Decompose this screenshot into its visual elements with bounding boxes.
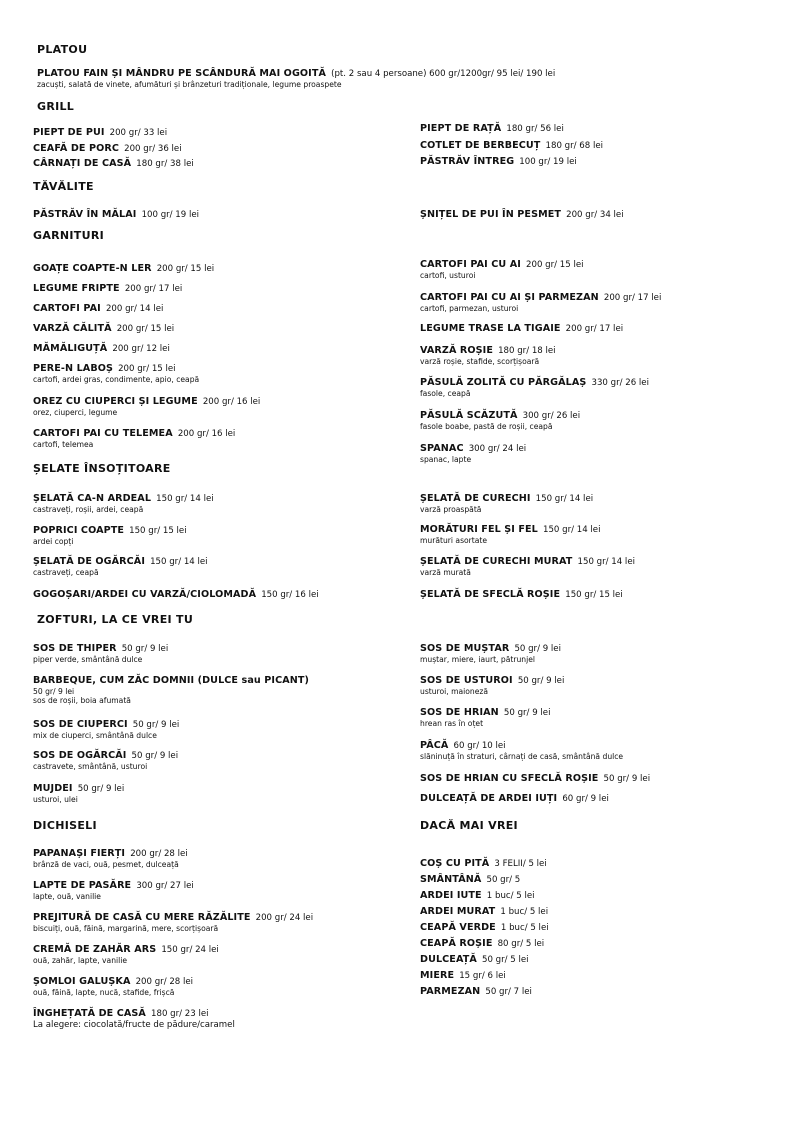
item-price: 200 gr/ 14 lei — [105, 304, 164, 314]
item-price: 200 gr/ 24 lei — [255, 913, 314, 923]
item-name: BARBEQUE, CUM ZĂC DOMNII (DULCE sau PICANT) — [33, 675, 309, 686]
item-price: 50 gr/ 7 lei — [485, 987, 532, 997]
menu-item — [420, 766, 650, 785]
item-name: ȘNIȚEL DE PUI ÎN PESMET — [420, 209, 562, 220]
menu-item — [420, 370, 649, 398]
item-price: 15 gr/ 6 lei — [459, 971, 506, 981]
item-name: ȘELATĂ DE SFECLĂ ROȘIE — [420, 589, 561, 600]
item-price: 60 gr/ 9 lei — [562, 794, 609, 804]
item-price: 150 gr/ 14 lei — [156, 494, 214, 504]
item-desc: sos de roșii, boia afumată — [33, 696, 131, 705]
item-name: GOAȚE COAPTE-N LER — [33, 263, 152, 274]
item-desc: brânză de vaci, ouă, pesmet, dulceață — [33, 860, 179, 869]
item-price: 50 gr/ 9 lei — [131, 751, 179, 761]
item-price: 50 gr/ 9 lei — [121, 644, 169, 654]
item-name: SOS DE THIPER — [33, 643, 117, 654]
item-name: GOGOȘARI/ARDEI CU VARZĂ/CIOLOMADĂ — [33, 589, 257, 600]
item-name: MĂMĂLIGUȚĂ — [33, 343, 108, 354]
item-price: 50 gr/ 5 lei — [482, 955, 529, 965]
item-desc: cartofi, parmezan, usturoi — [420, 304, 519, 313]
section-title-tavalite: TĂVĂLITE — [33, 180, 94, 193]
item-price: 150 gr/ 14 lei — [535, 494, 594, 504]
item-name: MIERE — [420, 970, 455, 981]
item-desc: usturoi, maioneză — [420, 687, 489, 696]
item-price: 80 gr/ 5 lei — [497, 939, 545, 949]
item-name: SOS DE OGĂRCĂI — [33, 750, 127, 761]
item-name: SOS DE CIUPERCI — [33, 719, 128, 730]
menu-item — [33, 389, 260, 417]
item-name: LEGUME FRIPTE — [33, 283, 120, 294]
menu-item — [420, 549, 635, 577]
menu-item — [420, 149, 577, 168]
menu-item — [33, 518, 187, 546]
menu-item — [420, 436, 526, 464]
item-price: 150 gr/ 14 lei — [150, 557, 208, 567]
item-price: 150 gr/ 14 lei — [543, 525, 601, 535]
item-name: LEGUME TRASE LA TIGAIE — [420, 323, 561, 334]
menu-item — [33, 776, 124, 804]
item-price: 200 gr/ 17 lei — [124, 284, 183, 294]
item-name: PĂSTRĂV ÎNTREG — [420, 156, 515, 167]
item-desc: castraveți, ceapă — [33, 568, 99, 577]
menu-item — [33, 668, 309, 705]
item-price: 330 gr/ 26 lei — [591, 378, 649, 388]
item-name: ȘELATĂ DE CURECHI MURAT — [420, 556, 573, 567]
item-name: CREMĂ DE ZAHĂR ARS — [33, 944, 157, 955]
menu-item — [420, 316, 623, 335]
section-title-dichiseli: DICHISELI — [33, 819, 97, 832]
item-desc: mix de ciuperci, smântână dulce — [33, 731, 157, 740]
item-name: SOS DE HRIAN CU SFECLĂ ROȘIE — [420, 773, 599, 784]
item-price: 50 gr/ 9 lei — [603, 774, 651, 784]
item-price: 150 gr/ 14 lei — [577, 557, 635, 567]
item-desc: fasole boabe, pastă de roșii, ceapă — [420, 422, 553, 431]
item-name: PĂSTRĂV ÎN MĂLAI — [33, 209, 137, 220]
item-name: CÂRNAȚI DE CASĂ — [33, 158, 132, 169]
item-price: 150 gr/ 15 lei — [129, 526, 187, 536]
item-name: PĂSULĂ SCĂZUTĂ — [420, 410, 518, 421]
section-title-platou: PLATOU — [37, 43, 88, 56]
item-name: ȘELATĂ DE OGĂRCĂI — [33, 556, 145, 567]
item-desc: castraveți, roșii, ardei, ceapă — [33, 505, 144, 514]
section-title-garnituri: GARNITURI — [33, 229, 105, 242]
item-price: 200 gr/ 34 lei — [566, 210, 624, 220]
item-price: 180 gr/ 18 lei — [498, 346, 556, 356]
item-name: VARZĂ ROȘIE — [420, 345, 493, 356]
item-name: LAPTE DE PASĂRE — [33, 880, 132, 891]
item-desc: varză proaspătă — [420, 505, 482, 514]
item-name: DULCEAȚĂ DE ARDEI IUȚI — [420, 793, 558, 804]
item-desc: piper verde, smântână dulce — [33, 655, 143, 664]
item-desc: castravete, smântână, usturoi — [33, 762, 148, 771]
menu-item — [33, 336, 170, 355]
item-name: ȘELATĂ DE CURECHI — [420, 493, 531, 504]
menu-item — [420, 786, 609, 805]
item-name: CARTOFI PAI CU AI — [420, 259, 521, 270]
item-price: 150 gr/ 15 lei — [565, 590, 623, 600]
item-name: COTLET DE BERBECUȚ — [420, 140, 541, 151]
item-price: 180 gr/ 68 lei — [545, 141, 604, 151]
menu-item — [420, 668, 564, 696]
item-desc: ardei copți — [33, 537, 74, 546]
menu-item — [33, 486, 214, 514]
item-desc: ouă, zahăr, lapte, vanilie — [33, 956, 128, 965]
item-desc: spanac, lapte — [420, 455, 472, 464]
item-price: 50 gr/ 9 lei — [517, 676, 565, 686]
item-price: (pt. 2 sau 4 persoane) 600 gr/1200gr/ 95 lei/ 190 lei — [331, 69, 556, 79]
item-desc: cartofi, usturoi — [420, 271, 476, 280]
item-price: 100 gr/ 19 lei — [141, 210, 200, 220]
item-price: 300 gr/ 24 lei — [468, 444, 527, 454]
menu-item — [420, 517, 600, 545]
menu-item — [420, 636, 561, 664]
menu-item — [420, 733, 623, 761]
item-price: 50 gr/ 5 — [486, 875, 521, 885]
item-name: COȘ CU PITĂ — [420, 858, 490, 869]
item-name: PIEPT DE PUI — [33, 127, 105, 138]
item-name: OREZ CU CIUPERCI ȘI LEGUME — [33, 396, 198, 407]
menu-item-platou — [37, 61, 555, 89]
item-name: CARTOFI PAI — [33, 303, 101, 314]
item-name: PIEPT DE RAȚĂ — [420, 123, 502, 134]
menu-item — [33, 1001, 235, 1031]
item-name: SOS DE USTUROI — [420, 675, 513, 686]
item-price: 1 buc/ 5 lei — [500, 923, 549, 933]
section-title-zofturi: ZOFTURI, LA CE VREI TU — [37, 613, 194, 626]
item-price: 50 gr/ 9 lei — [514, 644, 561, 654]
item-name: PAPANAȘI FIERȚI — [33, 848, 126, 859]
item-price: 200 gr/ 16 lei — [177, 429, 236, 439]
menu-item — [420, 285, 661, 313]
item-desc: murături asortate — [420, 536, 488, 545]
menu-item — [33, 969, 193, 997]
menu-item — [33, 276, 182, 295]
item-name: DULCEAȚĂ — [420, 954, 477, 965]
item-price: 1 buc/ 5 lei — [486, 891, 535, 901]
section-title-extra: DACĂ MAI VREI — [420, 819, 518, 832]
menu-item — [420, 202, 624, 221]
item-name: MUJDEI — [33, 783, 73, 794]
item-desc: La alegere: ciocolată/fructe de pădure/caramel — [33, 1020, 235, 1030]
item-price: 200 gr/ 15 lei — [116, 324, 175, 334]
item-desc: lapte, ouă, vanilie — [33, 892, 101, 901]
item-price: 50 gr/ 9 lei — [503, 708, 551, 718]
item-name: VARZĂ CĂLITĂ — [33, 323, 112, 334]
menu-item — [33, 636, 168, 664]
item-desc: muștar, miere, iaurt, pătrunjel — [420, 655, 535, 664]
item-desc: cartofi, telemea — [33, 440, 94, 449]
item-price: 200 gr/ 33 lei — [109, 128, 168, 138]
menu-item — [420, 403, 580, 431]
item-name: MORĂTURI FEL ȘI FEL — [420, 524, 538, 535]
section-title-selate: ȘELATE ÎNSOȚITOARE — [33, 462, 171, 475]
item-price: 50 gr/ 9 lei — [33, 687, 75, 696]
item-price: 300 gr/ 26 lei — [522, 411, 581, 421]
item-name: ÎNGHEȚATĂ DE CASĂ — [33, 1008, 146, 1019]
item-price: 200 gr/ 17 lei — [565, 324, 624, 334]
item-price: 60 gr/ 10 lei — [453, 741, 506, 751]
menu-item — [33, 151, 194, 170]
menu-item — [33, 582, 319, 601]
item-desc: orez, ciuperci, legume — [33, 408, 118, 417]
menu-item — [420, 582, 623, 601]
item-price: 200 gr/ 17 lei — [603, 293, 662, 303]
item-desc: cartofi, ardei gras, condimente, apio, ceapă — [33, 375, 200, 384]
item-price: 1 buc/ 5 lei — [500, 907, 549, 917]
item-price: 3 FELII/ 5 lei — [494, 859, 547, 869]
item-name: CEAPĂ ROȘIE — [420, 938, 493, 949]
menu-item — [33, 549, 208, 577]
item-desc: varză roșie, stafide, scorțișoară — [420, 357, 540, 366]
item-price: 100 gr/ 19 lei — [519, 157, 577, 167]
item-price: 50 gr/ 9 lei — [77, 784, 125, 794]
item-price: 200 gr/ 36 lei — [124, 144, 182, 154]
item-name: SMÂNTÂNĂ — [420, 874, 482, 885]
menu-item — [33, 841, 188, 869]
item-name: SPANAC — [420, 443, 464, 454]
item-price: 150 gr/ 24 lei — [161, 945, 219, 955]
menu-item — [33, 712, 179, 740]
item-price: 200 gr/ 28 lei — [135, 977, 194, 987]
item-name: ARDEI IUTE — [420, 890, 482, 901]
item-name: SOS DE MUȘTAR — [420, 643, 510, 654]
menu-item — [420, 979, 532, 998]
item-price: 200 gr/ 12 lei — [112, 344, 170, 354]
section-title-grill: GRILL — [37, 100, 75, 113]
item-price: 200 gr/ 15 lei — [526, 260, 584, 270]
item-name: PARMEZAN — [420, 986, 481, 997]
item-name: CARTOFI PAI CU AI ȘI PARMEZAN — [420, 292, 599, 303]
item-name: PĂSULĂ ZOLITĂ CU PĂRGĂLAȘ — [420, 377, 587, 388]
item-name: PREJITURĂ DE CASĂ CU MERE RĂZĂLITE — [33, 912, 251, 923]
menu-item — [33, 296, 163, 315]
item-name: ȘELATĂ CA-N ARDEAL — [33, 493, 152, 504]
item-price: 200 gr/ 16 lei — [202, 397, 261, 407]
menu-item — [33, 421, 235, 449]
menu-item — [420, 700, 550, 728]
item-desc: fasole, ceapă — [420, 389, 471, 398]
item-name: ȘOMLOI GALUȘKA — [33, 976, 131, 987]
item-price: 300 gr/ 27 lei — [136, 881, 194, 891]
item-name: CARTOFI PAI CU TELEMEA — [33, 428, 173, 439]
menu-item — [33, 743, 178, 771]
menu-item — [420, 338, 556, 366]
item-price: 180 gr/ 23 lei — [151, 1009, 209, 1019]
item-name: PÂCĂ — [420, 740, 449, 751]
item-price: 200 gr/ 28 lei — [130, 849, 188, 859]
item-price: 180 gr/ 56 lei — [506, 124, 564, 134]
menu-item — [33, 316, 174, 335]
item-name: ARDEI MURAT — [420, 906, 496, 917]
menu-item — [33, 356, 199, 384]
item-price: 200 gr/ 15 lei — [156, 264, 215, 274]
menu-item — [33, 873, 194, 901]
item-desc: usturoi, ulei — [33, 795, 78, 804]
item-desc: biscuiți, ouă, făină, margarină, mere, scorțișoară — [33, 924, 219, 933]
menu-item — [33, 937, 219, 965]
item-name: SOS DE HRIAN — [420, 707, 499, 718]
item-name: PLATOU FAIN ȘI MÂNDRU PE SCÂNDURĂ MAI OGOITĂ — [37, 68, 327, 79]
menu-item — [33, 256, 214, 275]
item-name: CEAPĂ VERDE — [420, 922, 496, 933]
item-name: PERE-N LABOȘ — [33, 363, 113, 374]
item-price: 180 gr/ 38 lei — [136, 159, 194, 169]
menu-item — [420, 486, 593, 514]
item-desc: varză murată — [420, 568, 471, 577]
item-name: POPRICI COAPTE — [33, 525, 125, 536]
menu-item — [33, 905, 313, 933]
item-desc: ouă, făină, lapte, nucă, stafide, frișcă — [33, 988, 175, 997]
item-desc: hrean ras în oțet — [420, 719, 484, 728]
menu-item — [420, 252, 584, 280]
item-desc: slăninuță în straturi, cârnați de casă, smântână dulce — [420, 752, 624, 761]
menu-item — [33, 202, 199, 221]
item-price: 50 gr/ 9 lei — [132, 720, 180, 730]
item-price: 150 gr/ 16 lei — [261, 590, 319, 600]
item-name: CEAFĂ DE PORC — [33, 143, 120, 154]
item-desc: zacuști, salată de vinete, afumături și brânzeturi tradiționale, legume proaspete — [37, 80, 342, 89]
item-price: 200 gr/ 15 lei — [118, 364, 176, 374]
